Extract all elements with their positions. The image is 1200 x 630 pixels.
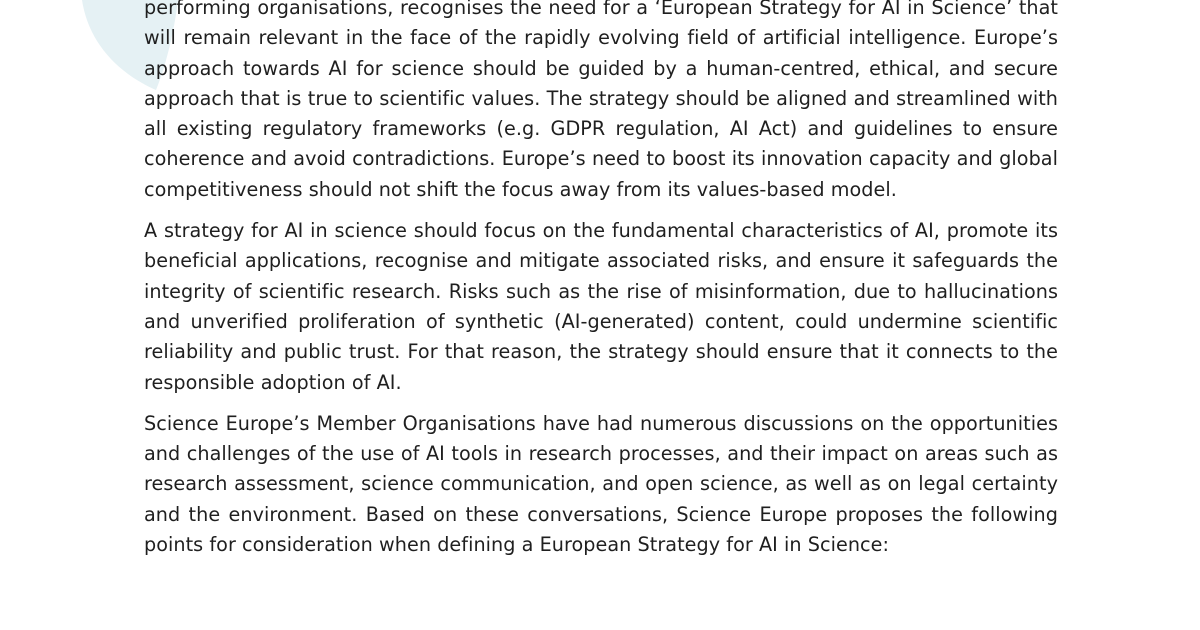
paragraph-strategy-focus: A strategy for AI in science should focus on the fundamental characteristics of AI, promote its beneficial applications, recognise and mitigate associated risks, and ensure it safeguards the integrity of scientific research. Risks such as the rise of misinformation, due to hallucinations and unverified proliferation of synthetic (AI-generated) content, could undermine scientific reliability and public trust. For that reason, the strategy should ensure that it connects to the responsible adoption of AI. <box>144 219 1058 394</box>
paragraph-strategy-intro: performing organisations, recognises the need for a ‘European Strategy for AI in Science’ that will remain relevant in the face of the rapidly evolving field of artificial intelligence. Europe’s approach towards AI for science should be guided by a human-centred, ethical, and secure approach that is true to scientific values. The strategy should be aligned and streamlined with all existing regulatory frameworks (e.g. GDPR regulation, AI Act) and guidelines to ensure coherence and avoid contradictions. Europe’s need to boost its innovation capacity and global competitiveness should not shift the focus away from its values-based model. <box>144 0 1058 201</box>
document-body <box>144 0 1058 571</box>
paragraph-member-discussions: Science Europe’s Member Organisations have had numerous discussions on the opportunities and challenges of the use of AI tools in research processes, and their impact on areas such as research assessment, science communication, and open science, as well as on legal certainty and the environment. Based on these conversations, Science Europe proposes the following points for consideration when defining a European Strategy for AI in Science: <box>144 411 1058 557</box>
